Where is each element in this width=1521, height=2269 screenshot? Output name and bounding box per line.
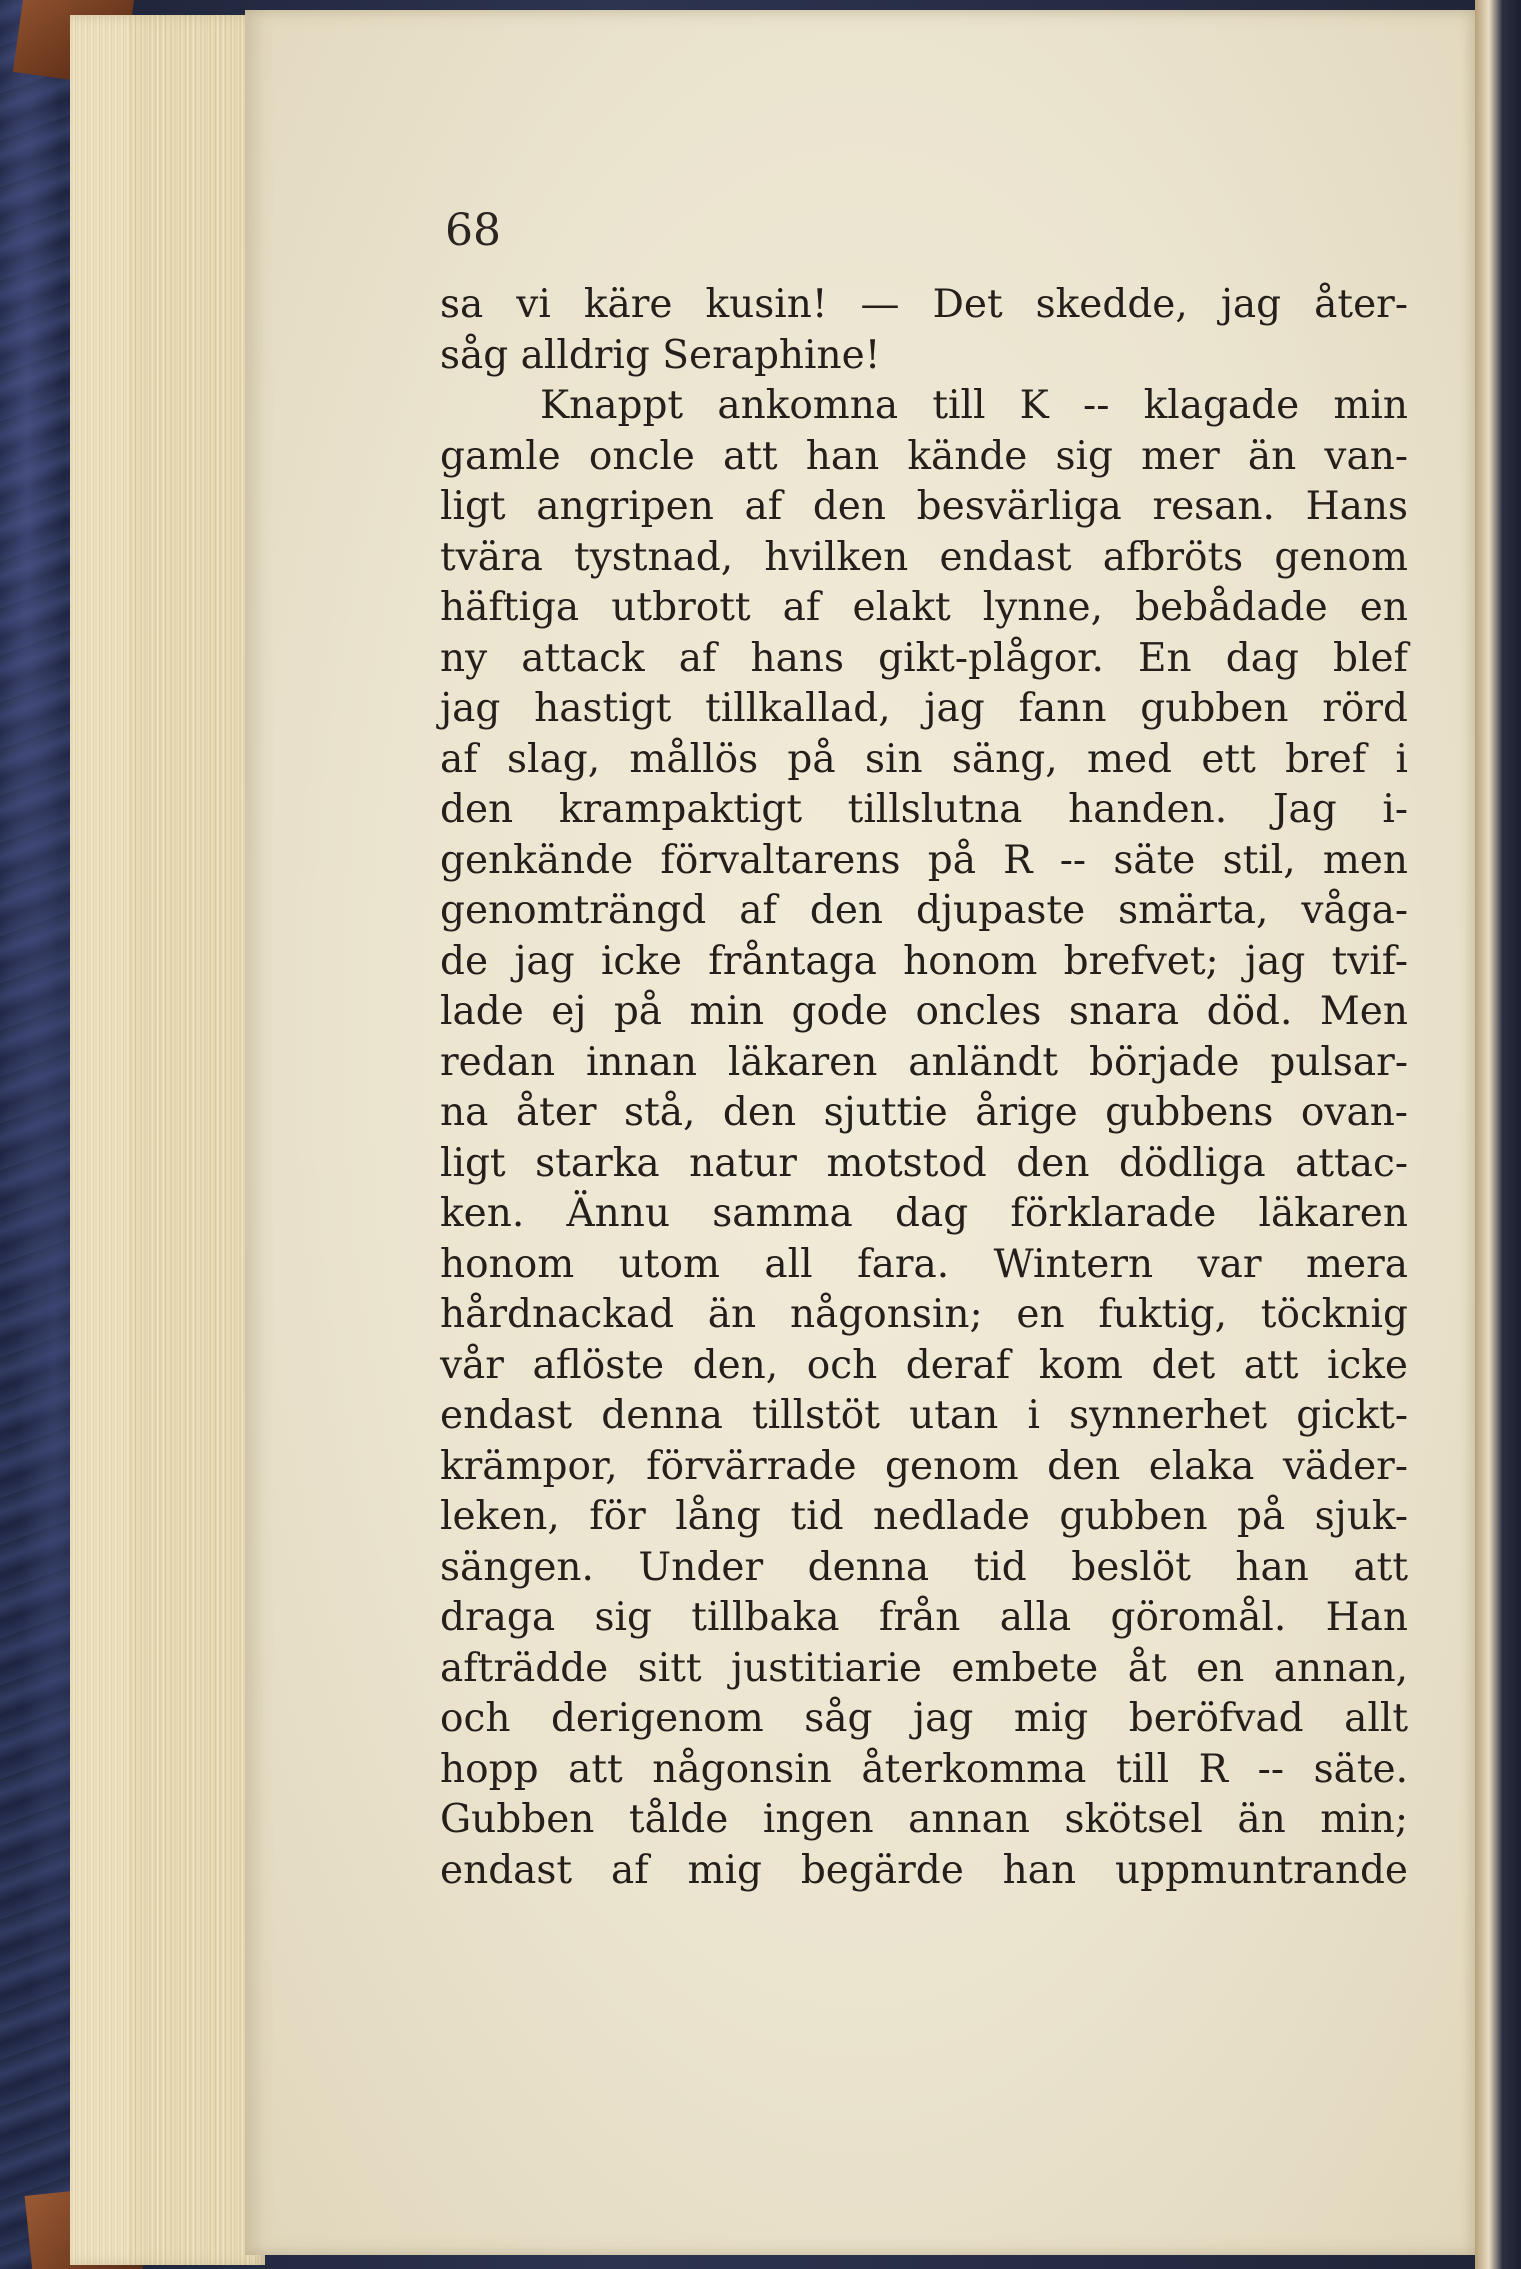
text-line: vår aflöste den, och deraf kom det att icke: [440, 1342, 1408, 1388]
text-line: leken, för lång tid nedlade gubben på sjuk-: [440, 1494, 1408, 1539]
text-line: tvära tystnad, hvilken endast afbröts genom: [440, 534, 1408, 580]
text-line: genomträngd af den djupaste smärta, våga-: [440, 888, 1408, 933]
text-line: såg alldrig Seraphine!: [440, 332, 881, 378]
text-line: genkände förvaltarens på R -- säte stil, men: [440, 837, 1408, 883]
text-line: na åter stå, den sjuttie årige gubbens ovan-: [440, 1090, 1408, 1135]
text-line: sa vi käre kusin! — Det skedde, jag åter-: [440, 282, 1408, 327]
text-line: ligt starka natur motstod den dödliga attac-: [440, 1140, 1408, 1186]
text-line: Knappt ankomna till K -- klagade min: [540, 383, 1408, 428]
text-line: Gubben tålde ingen annan skötsel än min;: [440, 1797, 1408, 1842]
text-line: endast af mig begärde han uppmuntrande: [440, 1847, 1408, 1893]
text-line: lade ej på min gode oncles snara död. Men: [440, 989, 1408, 1034]
text-line: och derigenom såg jag mig beröfvad allt: [440, 1696, 1408, 1741]
text-line: gamle oncle att han kände sig mer än van-: [440, 433, 1408, 479]
text-line: endast denna tillstöt utan i synnerhet gickt-: [440, 1393, 1408, 1438]
text-line: häftiga utbrott af elakt lynne, bebådade en: [440, 585, 1408, 630]
binding-edge-right: [1475, 0, 1521, 2269]
page-edges: [70, 15, 265, 2265]
text-line: redan innan läkaren anländt började pulsar-: [440, 1039, 1408, 1085]
text-line: krämpor, förvärrade genom den elaka väder-: [440, 1443, 1408, 1489]
text-line: sängen. Under denna tid beslöt han att: [440, 1544, 1408, 1590]
text-line: hopp att någonsin återkomma till R -- säte.: [440, 1746, 1408, 1792]
text-line: ny attack af hans gikt-plågor. En dag blef: [440, 635, 1408, 681]
text-line: af slag, mållös på sin säng, med ett bref i: [440, 736, 1408, 782]
text-line: hårdnackad än någonsin; en fuktig, töcknig: [440, 1292, 1408, 1337]
text-line: de jag icke fråntaga honom brefvet; jag tvif-: [440, 938, 1408, 984]
text-line: jag hastigt tillkallad, jag fann gubben rörd: [440, 686, 1408, 731]
page-number: 68: [445, 205, 501, 256]
text-line: ken. Ännu samma dag förklarade läkaren: [440, 1191, 1408, 1236]
text-line: ligt angripen af den besvärliga resan. Hans: [440, 484, 1408, 529]
page-text: [440, 280, 1408, 1896]
text-line: draga sig tillbaka från alla göromål. Han: [440, 1595, 1408, 1640]
text-line: honom utom all fara. Wintern var mera: [440, 1241, 1408, 1287]
text-line: den krampaktigt tillslutna handen. Jag i-: [440, 787, 1408, 832]
text-line: afträdde sitt justitiarie embete åt en annan,: [440, 1645, 1408, 1691]
